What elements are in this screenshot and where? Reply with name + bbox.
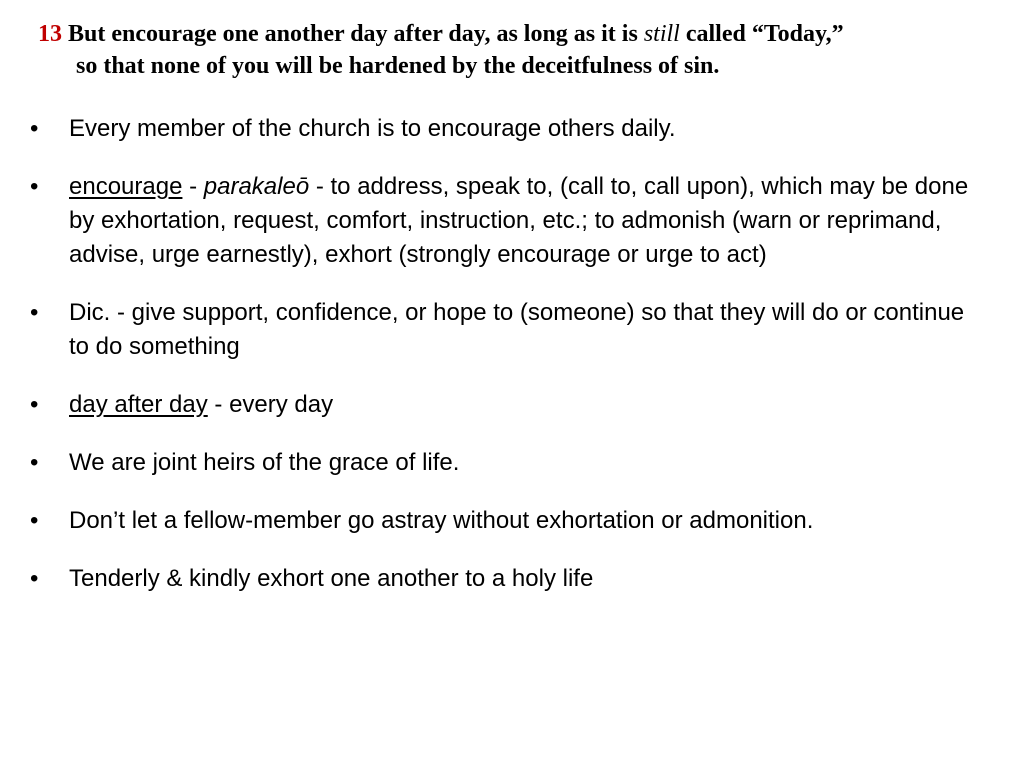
verse-italic-word: still [643, 21, 680, 47]
bullet-item-encourage-definition [0, 170, 1000, 272]
bullet-item-joint-heirs [0, 446, 1000, 480]
verse-text-part1: But encourage one another day after day, as long as it is [62, 21, 644, 47]
verse-text-part2: called “Today,” [679, 21, 844, 47]
bullet-text: Dic. - give support, confidence, or hope to (someone) so that they will do or continue to do something [69, 299, 965, 360]
bullet-text: Every member of the church is to encourage others daily. [69, 115, 676, 142]
bullet-text: Tenderly & kindly exhort one another to a holy life [69, 565, 594, 592]
verse-number: 13 [38, 21, 62, 47]
bullet-item-holy-life [0, 562, 1000, 596]
term-encourage: encourage [69, 173, 183, 200]
bullet-icon: • [30, 391, 39, 418]
bullet-item-day-after-day [0, 388, 1000, 422]
term-day-after-day: day after day [69, 391, 208, 418]
bullet-icon: • [30, 565, 39, 592]
bullet-icon: • [30, 299, 39, 326]
bullet-item-daily-encouragement [0, 112, 1000, 146]
bullet-text: We are joint heirs of the grace of life. [69, 449, 460, 476]
bullet-icon: • [30, 449, 39, 476]
definition-text: - to address, speak to, (call to, call upon), which may be done by exhortation, request, comfort, instruction, etc.; to admonish (warn or reprimand, advise, urge earnestly), exhort (strongly encourage or urge to act) [69, 173, 969, 268]
definition-text: - every day [207, 391, 334, 418]
separator: - [182, 173, 204, 200]
bullet-icon: • [30, 507, 39, 534]
bullet-item-dictionary [0, 296, 1000, 364]
bullet-list [0, 112, 1000, 620]
verse-text-line2: so that none of you will be hardened by the deceitfulness of sin. [76, 53, 720, 79]
verse-heading [38, 18, 998, 82]
bullet-icon: • [30, 115, 39, 142]
bullet-text: Don’t let a fellow-member go astray without exhortation or admonition. [69, 507, 814, 534]
bullet-item-astray [0, 504, 1000, 538]
greek-term: parakaleō [203, 173, 310, 200]
bullet-icon: • [30, 173, 39, 200]
